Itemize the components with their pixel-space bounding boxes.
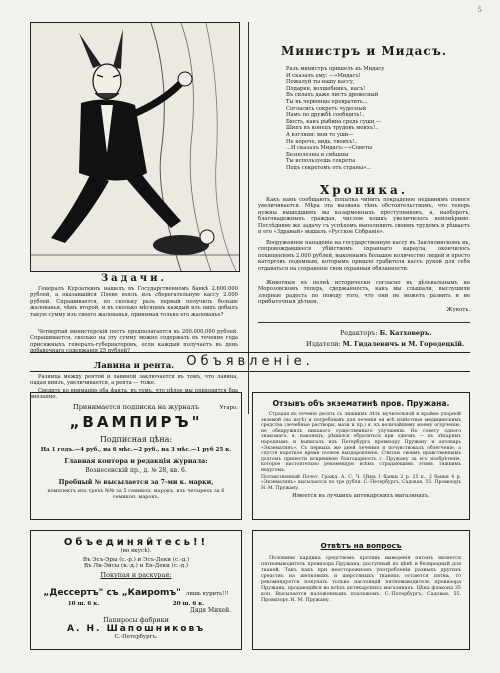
- page-number: 5: [477, 6, 482, 14]
- poem-line: А взгляни: мои то уши—: [286, 131, 354, 138]
- vampire-trial: Пробный № высылается за 7-ми к. марки,: [58, 479, 214, 486]
- dessert-factory-pre: Папиросы фабрики: [103, 616, 169, 624]
- problem-3b-text: Сведите ко вниманію оба факта, въ томъ, что цѣлое мы приходится бда внезапно.: [30, 388, 238, 401]
- poem-line: Подъ секретомъ отъ страны»...: [286, 164, 372, 171]
- poem-line: Ты въ червонцы превратить...: [286, 98, 368, 105]
- poem-line: Ты используешь секреты: [286, 158, 356, 165]
- answer-question-ad: [252, 530, 470, 650]
- poem-line: Подарки, волшебникъ, насъ!: [286, 85, 366, 92]
- editor-rule: [258, 322, 470, 323]
- eczema-testimonial-ad: [252, 392, 470, 520]
- publishers-line: [306, 340, 464, 348]
- poem-line: Намъ по дружбѣ сообщить!..: [286, 112, 365, 119]
- poem-line: ...И сказалъ Мидасъ:—«Советы: [286, 145, 372, 152]
- publishers-label: Издатели:: [306, 340, 341, 348]
- dessert-price-b: 20 ш. 6 к.: [172, 601, 205, 607]
- vampire-address: Вознесенскій пр., д. № 28, кв. 6.: [85, 467, 187, 474]
- chronicle-paragraph-2: Вооруженное нападеніе на государственную кассу въ Заклялинскомъ въ, сопровождавшееся убійствомъ охраннаго караула, окончилось похищеніемъ 2.000 рублей, выконнымъ большое количество людей и просто каторговъ подомным, которымъ пришло грабителя кассъ рукой для себя отдаваться на сохраненіе свои охранныя обязанности.: [258, 240, 470, 272]
- dessert-subtitle: (во вкусѣ).: [120, 548, 152, 554]
- banner-rule-bottom: [30, 371, 470, 372]
- cartoon-illustration: [30, 22, 240, 272]
- problem-3-text: Разница между рентой и лавиной заключается въ томъ, что лавина, падая внизъ, увеличивается, а рента — тоже.: [30, 374, 238, 387]
- problem-1-text: Генералъ Курлаткинъ нашелъ въ Государственномъ банкѣ 2.600.000 рублей, а оказавшійся Плеве взялъ изъ сберегательную кассу 2.000 рублей. Спрашивается, по скольку разъ первый получилъ больше жалованья, чѣмъ второй, и въ сколько мѣсяцевъ каждый изъ нихъ добылъ такую сумму изъ своего жалованья, принимая только его жалованье?: [30, 286, 238, 318]
- publishers-names: М. Гидалевичъ и М. Городецкій.: [342, 340, 465, 348]
- chronicle-paragraph-3: Животныя въ полнѣ исторически согласно въ дѣльвальнымъ на Морозовскомъ теперь, сдержанность, какъ мы слышали, выслушили злорные радость по поводу того, что они не можетъ развить и не прибыточныя дѣтнеи.: [258, 280, 470, 306]
- dessert-brand-tail: лишь курить!!!: [185, 591, 229, 597]
- vampire-price-line: На 1 годъ.—4 руб., на 6 мѣс.—2 руб., на 3 мѣс.—1 руб 25 к.: [40, 447, 232, 453]
- editor-name: Б. Катховеръ.: [379, 329, 432, 337]
- dessert-price-a: 10 ш. 6 к.: [67, 601, 100, 607]
- vampire-trial-2: комплектъ изъ трехъ №№ за 5 семикоп. марокъ, изъ четырехъ за 6 семикоп. марокъ.: [47, 488, 225, 500]
- dessert-city: С.-Петербургъ.: [114, 634, 158, 640]
- vampire-subscription-ad: [30, 392, 242, 520]
- problems-title: Задачи.: [100, 273, 168, 284]
- minister-midas-drawing: [31, 23, 239, 271]
- dessert-factory: А. Н. Шапошниковъ: [66, 624, 206, 634]
- dessert-line-2: Въ Ли-Эйсы (к.-д.) и Ен-Деки (с.-д.): [83, 563, 189, 569]
- poem-verse: [286, 66, 466, 172]
- problems-signature: Угаро.: [219, 405, 238, 411]
- poem-title: Министръ и Мидасъ.: [280, 44, 448, 58]
- dessert-line-1: Въ Эсъ-Эры (с.-р.) и Эсъ-Деки (с.-д.): [82, 557, 190, 563]
- dessert-signed: Дядя Михей.: [189, 607, 231, 614]
- chronicle-title: Хроника.: [319, 183, 408, 197]
- vampire-subscription-line: Принимается подписка на журналъ: [72, 403, 200, 411]
- lavina-title: Лавина и рента.: [93, 361, 175, 371]
- poem-line: Въ силахъ даже листъ древесный: [286, 92, 379, 99]
- eczema-body: Страдая въ теченіе десять съ лишнимъ лѣтъ мучительной и крайне упорной экземой (на ногѣ) и потребовавъ для леченія ея всѣ извѣстные медицинскимъ средства (лечебные растворы, мази и пр.) я, къ величайшему моему огорченію, не обнаружилъ никакого существеннаго улучшенія. Но совету одного знакомаго, я, наконецъ, рѣшился обратиться при одномъ — къ лѣкарямъ народнымъ и выписалъ изъ Петербурга провизору Пружану и аптекарь «Экзематинъ». Съ первыхъ же дней лечения я почувствовалъ облегченіе, а спустя короткое время полное выздоровленіе. Считаю своимъ нравственнымъ долгомъ принести искреннюю благодарность г. Пружану за его изобрѣтеніе, которое настоятельно рекомендую всѣмъ страдающимъ этимъ тяжкимъ недугомъ.: [261, 412, 461, 473]
- vampire-office: Главная контора и редакція журнала:: [64, 457, 208, 465]
- poem-line: И сказалъ ему: —«Мидасъ!: [286, 72, 361, 79]
- eczema-body-2: Потомственный Почет. Гражд. А. С. Ч. Цѣна 1 банки 2 р. 25 к., 2 банки 4 р. «Экзематинъ» высылается по тре рубля. С.-Петербургъ, Садовая, 55. Провизоръ Н. М. Пружану.: [261, 474, 461, 491]
- editor-line: [340, 329, 432, 337]
- dessert-cigarettes-ad: [30, 530, 242, 650]
- answer-body: Половинм кардина средствомъ противъ выведенія пятенъ является пятновыводитель провизора Пружана, доступный по цѣнѣ и безвредный для тканей. Такъ какъ при неосторожномъ употребленіи разныхъ другихъ средствъ на шелковыхъ и шерстяныхъ тканяхъ остаются пятна, то рекомендуется покупать только настоящій пятновыводитель провизора Пружана, продающійся во всѣхъ аптекарскихъ магазинахъ. Цѣна флакона 35 коп. Высылается наложеннымъ платежомъ. С.-Петербургъ, Садовая, 55. Провизоръ Н. М. Пружану.: [261, 556, 461, 603]
- poem-line: Шипъ въ конецъ трудовъ моихъ!..: [286, 125, 379, 132]
- poem-line: Не короче, видь, твоихъ!..: [286, 138, 358, 145]
- poem-line: Разъ министръ пришелъ къ Мидасу: [286, 66, 385, 72]
- poem-line: Пожалуй ты нашу кассу,: [286, 79, 355, 86]
- dessert-brand: „Дессертъ" съ „Каирomъ": [43, 588, 181, 598]
- dessert-brand-line: [31, 580, 241, 599]
- banner-rule-top: [30, 352, 470, 353]
- dessert-buy: Покупая и раскурая:: [100, 571, 172, 579]
- advertisement-banner: Объявленіе.: [186, 354, 314, 369]
- eczema-title: Отзывъ объ экзематинѣ пров. Пружана.: [272, 399, 450, 408]
- answer-title: Отвѣтъ на вопросъ: [320, 541, 402, 550]
- poem-line: Бюсть, какъ рыбина средь суши,—: [286, 118, 382, 125]
- poem-line: Безполезны и смѣшны: [286, 151, 349, 158]
- eczema-note: Имеется въ лучшихъ аптекарскихъ магазинахъ.: [292, 493, 430, 500]
- chronicle-signature: Жукоть.: [446, 307, 470, 313]
- poem-line: Согласись секретъ чудесный: [286, 105, 367, 112]
- editor-label: Редакторъ:: [340, 329, 378, 337]
- vampire-title: „ВАМПИРЪ": [69, 413, 203, 431]
- problem-2-text: Четвертый министерскій постъ предполагается въ 200.000.000 рублей. Спрашивается, сколько на эту сумму можно содержать въ течение года присяжныхъ генералъ-губернаторовъ, если каждый получаетъ въ день добавочнаго содержанія 25 рублей?: [30, 329, 238, 355]
- vampire-price-heading: Подписная цѣна:: [99, 435, 173, 444]
- chronicle-paragraph-1: Какъ намъ сообщаютъ, попытка чинить покраденое недавнимъ поносе увеличивается. Мѣра эта вызвана тѣмъ обстоятельствомъ, что теперь нужны вышедшимъ вы казарменныхъ преступниковъ, а, наоборотъ, благонадежныхъ граждан, числом кошкъ увеличилось неизмѣримо. Послѣднюю же задачу съ успѣхомъ выполняють своимъ трудомъ и рѣшаетъ и его «Здравый» вышалъ «Русское Собраніе».: [258, 197, 470, 236]
- dessert-title: Объединяйтесь!!: [63, 537, 209, 548]
